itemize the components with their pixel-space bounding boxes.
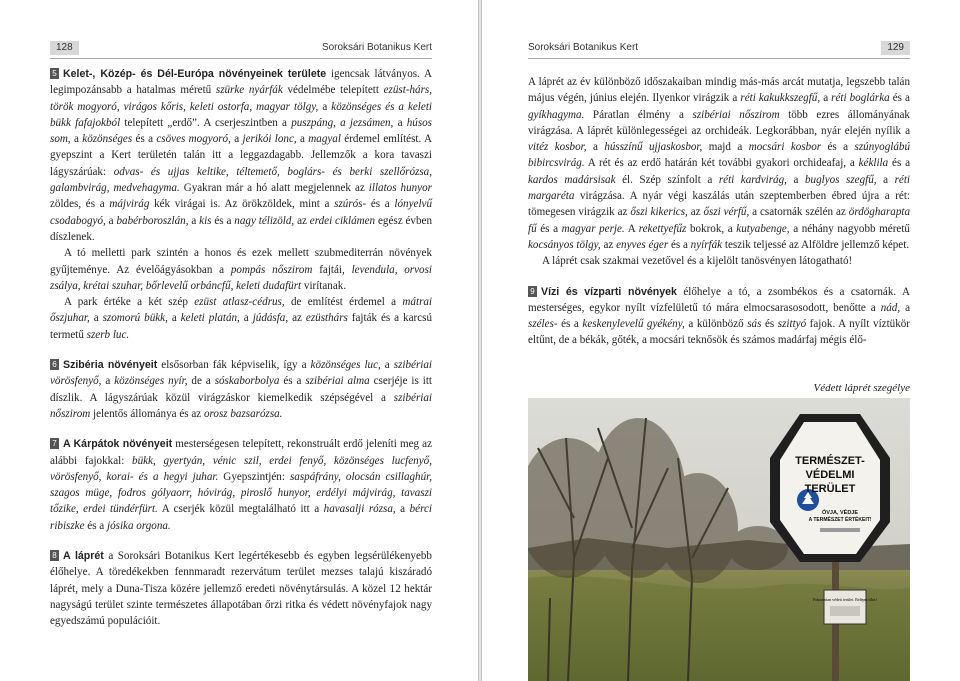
species-name: júdásfa, (252, 312, 289, 325)
text-run: a (239, 312, 253, 325)
species-name: illatos hunyor (368, 182, 432, 195)
species-name: kutyabenge, (736, 222, 790, 235)
small-sign-text: Fokozottan védett terület. Belépni tilos! (813, 597, 877, 602)
meadow-photo-illustration (528, 398, 910, 681)
text-run: az (294, 214, 310, 227)
species-name: széles- (528, 318, 558, 331)
text-run: a (296, 133, 309, 146)
text-run: kék virágai is. Az örökzöldek, mint a (149, 198, 335, 211)
text-run: fajták és a karcsú termetű (50, 312, 433, 341)
species-name: réti margaréta (528, 173, 910, 203)
species-name: sás (747, 318, 762, 331)
species-name: őszi kikerics, (630, 206, 688, 219)
sign-line-5: A TERMÉSZET ÉRTÉKEIT! (808, 517, 872, 523)
text-run: fajtái, (312, 263, 352, 276)
text-run: él. Szép színfolt a (615, 173, 719, 186)
text-run: Páratlan élmény a (584, 108, 693, 121)
species-name: húsos som, (50, 116, 432, 146)
species-name: májvirág (109, 198, 150, 211)
left-page-header (50, 41, 432, 55)
text-run: a (786, 173, 805, 186)
species-name: rekettyefűz (638, 222, 687, 235)
section-8-paragraph (50, 548, 432, 629)
meadow-photo (528, 398, 910, 681)
text-run: érdemel említést. A gyepszint a Kert területén talán itt a leggazdagabb. Jellemzők a kora tavaszi lágyszárúak: (50, 133, 432, 178)
text-run: és a (668, 238, 691, 251)
text-run: és a (821, 141, 855, 154)
section-number-badge: 8 (50, 550, 59, 561)
text-run: a néhány nagyobb méretű (789, 222, 910, 235)
species-name: szibériai nőszirom (692, 108, 780, 121)
species-name: szerb luc. (86, 328, 130, 341)
text-run: és a (279, 375, 306, 388)
running-title: Soroksári Botanikus Kert (321, 42, 432, 53)
species-name: ezüst-hárs, török mogyoró, virágos kőris, keleti ostorfa, magyar tölgy, (50, 84, 433, 113)
left-page-body (50, 66, 432, 630)
section-5-paragraph (50, 66, 432, 245)
text-run: cserjéje is itt díszlik. A lágyszárúak közül virágzáskor kiemelkedik szépségével a (50, 375, 432, 404)
text-run: a (101, 375, 115, 388)
species-name: szomorú bükk, (102, 312, 168, 325)
species-name: enyves éger (616, 238, 669, 251)
species-name: keskenylevelű gyékény, (582, 318, 685, 331)
paragraph (50, 294, 432, 343)
species-name: mocsári kosbor (748, 141, 822, 154)
text-run: az (687, 206, 704, 219)
text-run: védelmébe telepített (282, 84, 384, 97)
text-run: telepített „erdő”. A cserjeszintben a (120, 116, 292, 129)
species-name: szibériai nőszirom (50, 391, 432, 420)
species-name: odvas- és ujjas keltike, téltemető, boglárs- és berki szellőrózsa, galambvirág, medvehagyma. (50, 165, 433, 195)
text-run: a (230, 133, 243, 146)
text-run: A rét és az erdő határán két további gyakori orchideafaj, a (584, 157, 859, 170)
species-name: kis (199, 214, 212, 227)
species-name: havasalji rózsa, (323, 503, 396, 516)
text-run: a (167, 312, 181, 325)
species-name: nagy télizöld, (234, 214, 295, 227)
text-run: a csatornák szélén az (749, 206, 849, 219)
species-name: közönséges (82, 133, 133, 146)
text-run: és a (889, 92, 910, 105)
species-name: őszi vérfű, (703, 206, 750, 219)
species-name: réti kardvirág, (718, 173, 787, 186)
text-run: a (380, 359, 394, 372)
text-run: Gyepszintjén: (218, 470, 290, 483)
species-name: közönséges nyír, (114, 375, 188, 388)
section-9-paragraph (528, 284, 910, 349)
species-name: puszpáng, a jezsámen, (291, 116, 394, 129)
paragraph (528, 74, 910, 253)
species-name: vitéz kosbor, (528, 141, 587, 154)
text-run: és a (557, 318, 583, 331)
species-name: orosz bazsarózsa. (203, 407, 283, 420)
text-run: élőhelye a tó, a zsombékos és a csatornák. A mesterséges, egykor nyílt vízfelületű tó mára elmocsarasosodott, benőtte a (528, 285, 910, 314)
text-run: a különböző (684, 318, 748, 331)
text-run: fajok. A nyílt víztükör eltűnt, de a békák, gőték, a mocsári teknősök és számos madárfaj mégis élő- (528, 318, 910, 347)
species-name: babérboroszlán, (116, 214, 189, 227)
header-rule (528, 58, 910, 59)
section-7-paragraph (50, 436, 432, 534)
text-run: mesterségesen telepített, rekonstruált erdő jeleníti meg az alábbi fajokkal: (50, 438, 432, 467)
species-name: jerikói lonc, (242, 133, 297, 146)
species-name: közönséges és a keleti bükk fafajokból (50, 100, 432, 129)
sign-line-4: ÓVJA, VÉDJE (821, 510, 859, 516)
text-run: A park értéke a két szép (64, 296, 195, 309)
text-run: de a (187, 375, 215, 388)
species-name: kéklila (858, 157, 889, 170)
running-title: Soroksári Botanikus Kert (528, 42, 639, 53)
header-rule (50, 58, 432, 59)
species-name: réti kakukkszegfű, (740, 92, 821, 105)
section-heading: Vízi és vízparti növények (541, 285, 677, 298)
species-name: pompás nőszirom (230, 263, 313, 276)
section-number-badge: 9 (528, 286, 537, 297)
species-name: ezüst atlasz-cédrus, (194, 296, 285, 309)
species-name: magyar perje. (561, 222, 625, 235)
text-run: Gyakran már a hó alatt megjelennek az (179, 182, 369, 195)
text-run: a (188, 214, 200, 227)
photo-caption: Védett láprét szegélye (813, 382, 910, 394)
section-number-badge: 7 (50, 438, 59, 449)
text-run: a (318, 100, 332, 113)
right-page-header (528, 41, 910, 55)
text-run: a (820, 92, 832, 105)
species-name: csöves mogyoró, (156, 133, 231, 146)
text-run: és a (536, 222, 562, 235)
species-name: keleti platán, (180, 312, 240, 325)
text-run: virítanak. (301, 279, 347, 292)
text-run: és (761, 318, 778, 331)
section-number-badge: 6 (50, 359, 59, 370)
species-name: réti boglárka (831, 92, 890, 105)
species-name: bükk, gyertyán, vénic szil, erdei fenyő, közönséges lucfenyő, vörösfenyő, korai- és a hegyi juhar. (50, 454, 432, 483)
text-run: elsősorban fák képviselik, így a (157, 359, 311, 372)
species-name: bérci ribiszke (50, 503, 432, 532)
species-name: nyírfák (690, 238, 723, 251)
text-run: majd a (702, 141, 749, 154)
species-name: szúnyoglábú bibircsvirág. (528, 141, 910, 170)
text-run: és a (366, 198, 395, 211)
page-number: 128 (50, 41, 79, 55)
text-run: a (395, 503, 410, 516)
text-run: az (288, 312, 306, 325)
text-run: A tó melletti park szintén a honos és ezek mellett szubmediterrán növények gyűjteménye. Az évelőágyásokban a (50, 247, 432, 276)
species-name: magyal (308, 133, 341, 146)
text-run: a (900, 301, 910, 314)
text-run: a (393, 116, 407, 129)
species-name: szibériai vörösfenyő, (50, 359, 432, 388)
species-name: szürke nyárfák (215, 84, 283, 97)
section-number-badge: 5 (50, 68, 59, 79)
species-name: mátrai őszjuhar, (50, 296, 433, 325)
section-6-paragraph (50, 357, 432, 422)
right-page-body (528, 74, 910, 349)
species-name: sóskaborbolya (214, 375, 280, 388)
species-name: buglyos szegfű, (804, 173, 877, 186)
text-run: az (600, 238, 617, 251)
text-run: és a (84, 519, 108, 532)
text-run: A láprét csak szakmai vezetővel és a kijelölt tanösvényen látogatható! (542, 255, 853, 268)
page-number: 129 (881, 41, 910, 55)
text-run: teszik teljessé az Alföldre jellemző képet. (722, 238, 910, 251)
species-name: gyíkhagyma. (528, 108, 585, 121)
species-name: szúrós- (334, 198, 367, 211)
sign-line-3: TERÜLET (804, 483, 856, 495)
species-name: lónyelvű csodabogyó, (50, 198, 432, 227)
text-run: a (70, 133, 83, 146)
species-name: ezüsthárs (305, 312, 348, 325)
section-heading: A láprét (63, 550, 104, 563)
species-name: közönséges luc, (310, 359, 381, 372)
species-name: nád, (880, 301, 901, 314)
text-run: A cserjék közül megtalálható itt a (157, 503, 324, 516)
text-run: egész évben díszlenek. (50, 214, 432, 243)
right-page (482, 0, 960, 681)
species-name: jósika orgona. (107, 519, 171, 532)
text-run: több ezres állományának virágzása. A láprét különlegességei az orchideák. Legkorábban, nyár elején nyílik a (528, 108, 910, 137)
text-run: és a (211, 214, 235, 227)
text-run: de említést érdemel a (284, 296, 403, 309)
text-run: A láprét az év különböző időszakaiban mindig más-más arcát mutatja, legszebb talán május végén, június elején. Ilyenkor virágzik a (528, 76, 910, 105)
species-name: kocsányos tölgy, (528, 238, 601, 251)
text-run: és a (132, 133, 157, 146)
text-run: a Soroksári Botanikus Kert legértékesebb és egyben legsérülékenyebb élőhelye. A töredékekben fennmaradt rezervátum terület mezses talajú kiszáradó láprét, mely a Duna-Tisza közére jellemző eredeti növénytársulás. A közel 12 hektár nagyságú terület szinte természetes állapotában őrzi ritka és védett növényfajok nagy egyedszámú populációit. (50, 550, 432, 628)
text-run: a (105, 214, 117, 227)
sign-line-1: TERMÉSZET- (795, 455, 865, 467)
section-heading: Kelet-, Közép- és Dél-Európa növényeinek területe (63, 68, 327, 80)
text-run: a (876, 173, 895, 186)
paragraph (50, 245, 432, 294)
species-name: levendula, orvosi zsálya, krétai szuhar, bőrlevelű orbáncfű, keleti dudafürt (50, 263, 432, 292)
text-run: virágzása. A nyár végi kaszálás után szeptemberben ébred újra a rét: tömegesen virágzik az (528, 190, 910, 219)
text-run: a (89, 312, 103, 325)
text-run: A (624, 222, 639, 235)
left-page (0, 0, 478, 681)
text-run: zöldes, és a (50, 198, 110, 211)
species-name: szibériai alma (305, 375, 370, 388)
text-run: igencsak látványos. A legimpozánsabb a hatalmas méretű (50, 68, 433, 97)
species-name: ördögharapta fű (528, 206, 910, 235)
species-name: kardos madársisak (528, 173, 616, 186)
species-name: erdei ciklámen (309, 214, 376, 227)
text-run: a (586, 141, 605, 154)
species-name: hússzínű ujjaskosbor, (604, 141, 703, 154)
species-name: saspáfrány, olocsán csillaghúr, szagos müge, fodros gólyaorr, hóvirág, piroslő hunyor, erdélyi májvirág, tavaszi tőzike, erdei tündérfürt. (50, 470, 432, 516)
species-name: szittyó (777, 318, 807, 331)
section-heading: A Kárpátok növényeit (63, 438, 173, 451)
section-heading: Szibéria növényeit (63, 359, 158, 372)
text-run: jelentős állománya és az (90, 407, 204, 420)
text-run: és a (888, 157, 910, 170)
paragraph (528, 253, 910, 269)
sign-line-2: VÉDELMI (805, 469, 855, 481)
text-run: bokrok, a (686, 222, 737, 235)
